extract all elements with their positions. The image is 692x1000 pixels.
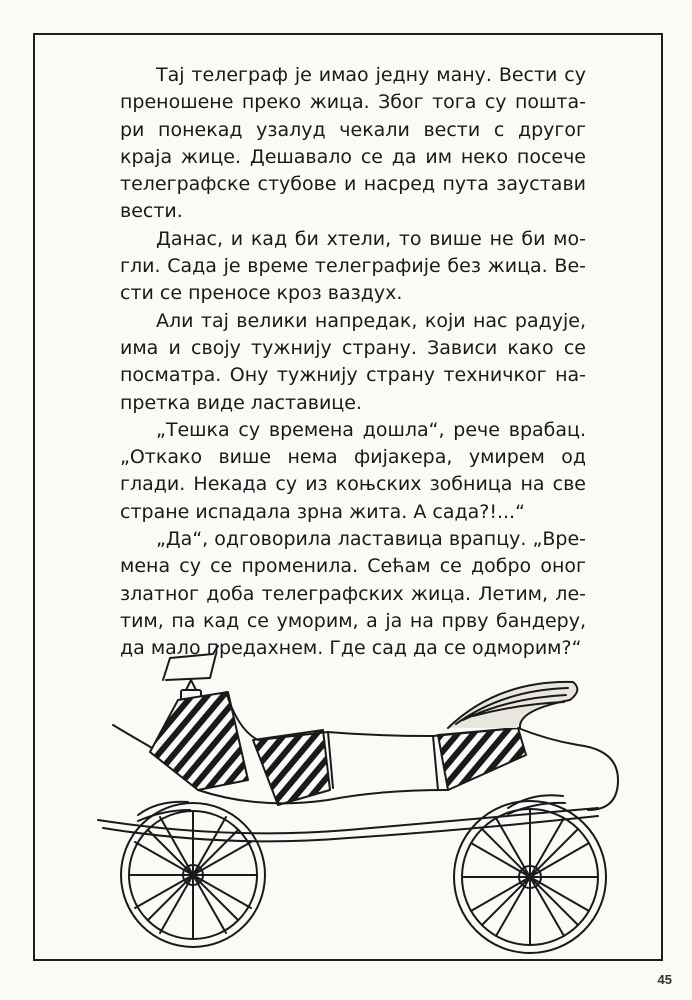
carriage-illustration — [78, 640, 640, 958]
page-number: 45 — [657, 972, 672, 987]
paragraph-1: Тај телеграф је имао једну ману. Вести су преношене преко жица. Због тога су поштари понекад узалуд чекали вести с другог краја жице. Дешавало се да им неко посече телеграфске стубове и насред пута заустави вести. — [120, 64, 586, 223]
story-text — [120, 62, 586, 663]
paragraph-2: Данас, и кад би хтели, то више не би могли. Сада је време телеграфије без жица. Вести се преносе кроз ваздух. — [120, 227, 586, 305]
paragraph-4: „Тешка су времена дошла“, рече врабац. „Откако више нема фијакера, умирем од глади. Некада су из коњских зобница на све стране испадала зрна жита. А сада?!...“ — [120, 418, 586, 523]
paragraph-5: „Да“, одговорила ластавица врапцу. „Времена су се променила. Сећам се добро оног златног доба телеграфских жица. Летим, летим, па кад се уморим, а ја на прву бандеру, да мало предахнем. Где сад да се одморим?“ — [120, 528, 586, 660]
paragraph-3: Али тај велики напредак, који нас радује, има и своју тужнију страну. Зависи како се посматра. Ону тужнију страну техничког напретка виде ластавице. — [120, 309, 586, 414]
